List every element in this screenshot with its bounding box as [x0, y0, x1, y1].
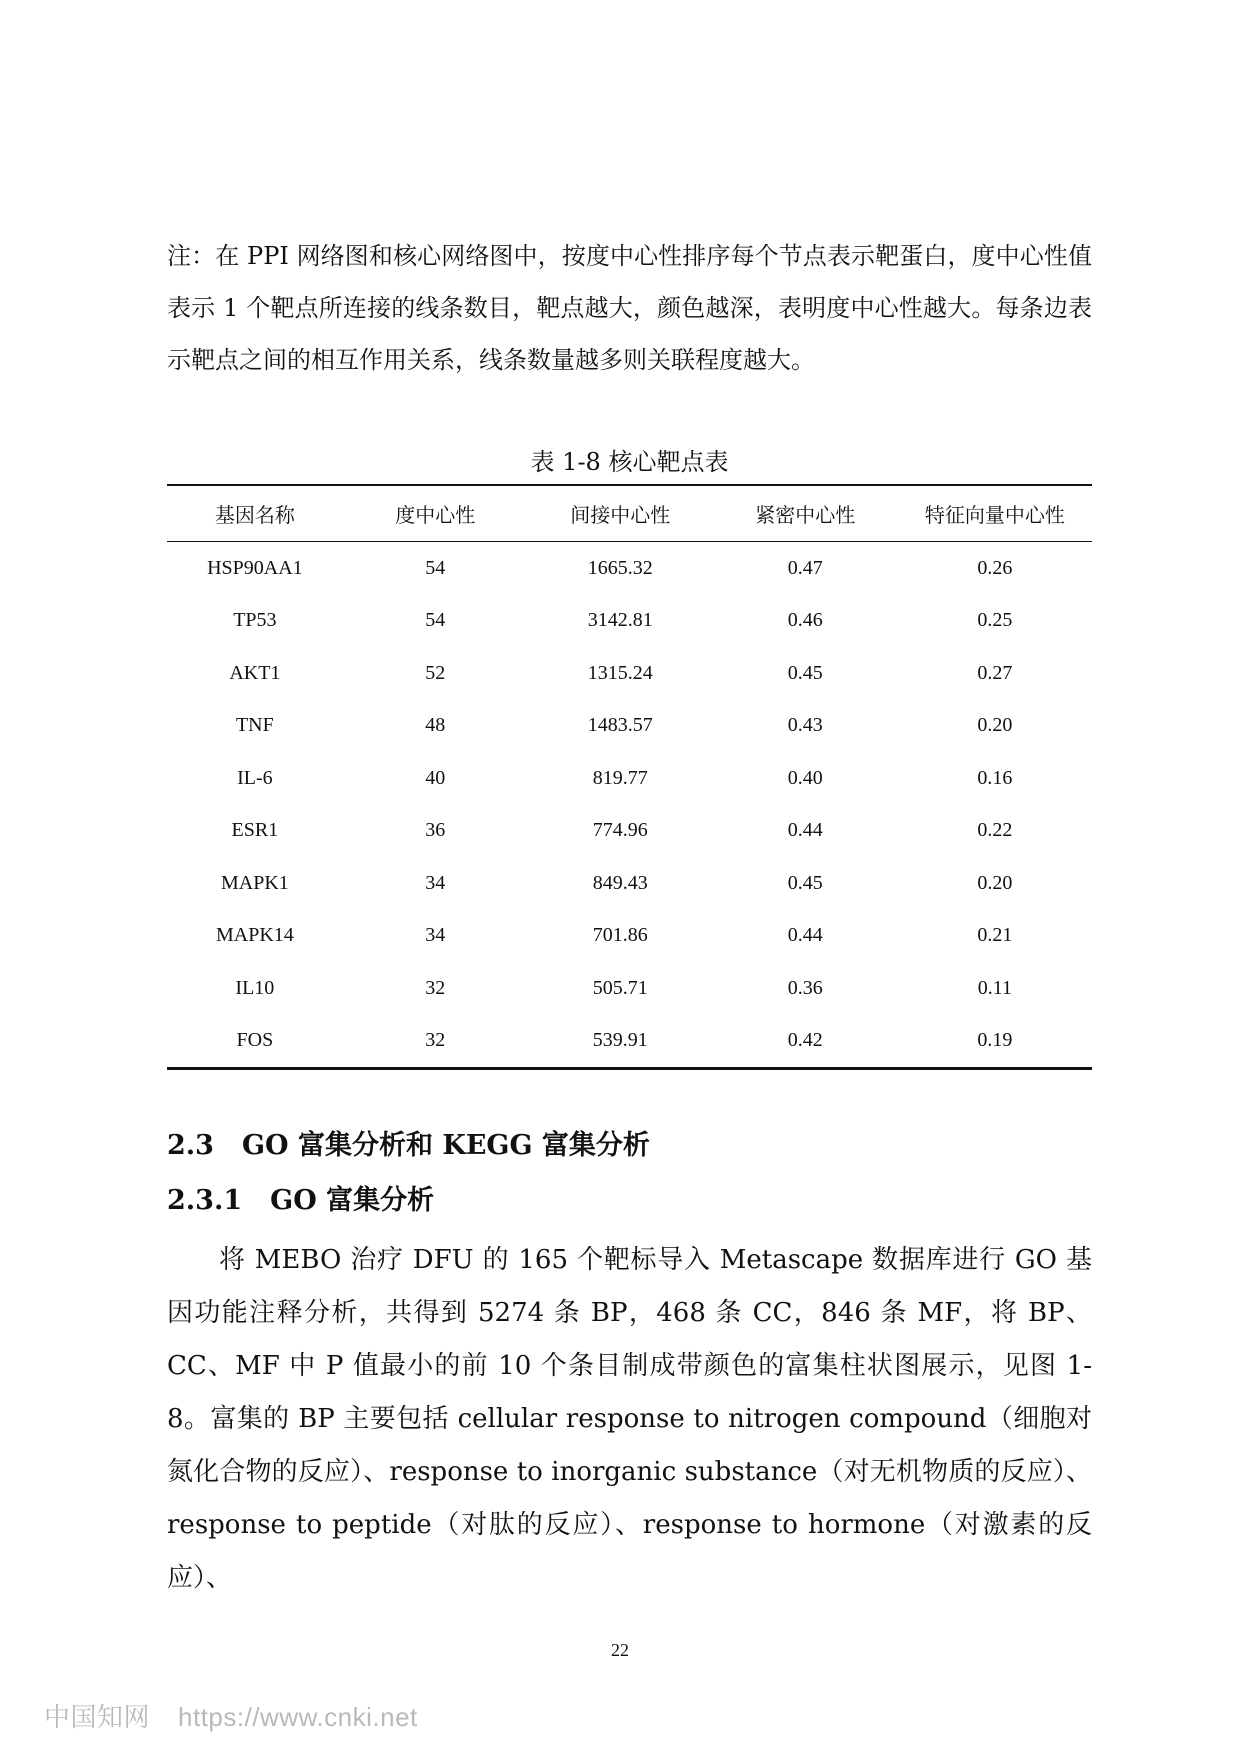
- subsection-heading: [167, 1183, 434, 1219]
- table-cell: 0.26: [977, 556, 1013, 579]
- table-cell: 0.20: [977, 871, 1013, 894]
- table-cell: 0.25: [977, 609, 1013, 632]
- table-cell: 774.96: [592, 819, 648, 842]
- table-cell: 1315.24: [587, 661, 653, 684]
- table-cell: 54: [425, 556, 446, 579]
- table-cell: 1665.32: [587, 556, 653, 579]
- table-cell: 0.20: [977, 714, 1013, 737]
- core-targets-table: [167, 484, 1092, 1070]
- table-cell: 701.86: [592, 924, 648, 947]
- header-eigenvector: 特征向量中心性: [924, 503, 1065, 527]
- table-cell: 0.21: [977, 924, 1013, 947]
- table-cell: 0.47: [787, 556, 823, 579]
- table-cell: 0.42: [787, 1029, 823, 1052]
- watermark-brand: 中国知网: [44, 1703, 151, 1733]
- table-row: [167, 910, 1092, 963]
- table-cell: 539.91: [592, 1029, 648, 1052]
- subsection-title: GO 富集分析: [270, 1185, 435, 1216]
- table-row: [167, 805, 1092, 858]
- table-cell: 32: [425, 1029, 446, 1052]
- table-cell: ESR1: [231, 819, 279, 842]
- table-cell: 0.40: [787, 766, 823, 789]
- table-header-row: [167, 485, 1092, 542]
- table-cell: 32: [425, 976, 446, 999]
- table-cell: 505.71: [592, 976, 648, 999]
- table-cell: 0.43: [787, 714, 823, 737]
- table-cell: 819.77: [592, 766, 648, 789]
- table-row: [167, 700, 1092, 753]
- table-cell: 48: [425, 714, 446, 737]
- table-row: [167, 857, 1092, 910]
- table-cell: IL-6: [237, 766, 273, 789]
- table-cell: 0.46: [787, 609, 823, 632]
- table-cell: 52: [425, 661, 446, 684]
- cnki-watermark: [44, 1697, 418, 1734]
- header-degree: 度中心性: [395, 503, 476, 527]
- table-row: [167, 647, 1092, 700]
- table-cell: 0.27: [977, 661, 1013, 684]
- table-cell: 0.19: [977, 1029, 1013, 1052]
- table-row: [167, 752, 1092, 805]
- body-paragraph: 将 MEBO 治疗 DFU 的 165 个靶标导入 Metascape 数据库进行 GO 基因功能注释分析，共得到 5274 条 BP，468 条 CC，846 条 MF，将 BP、CC、MF 中 P 值最小的前 10 个条目制成带颜色的富集柱状图展示，见图 1-8。富集的 BP 主要包括 cellular response to nitrogen compound（细胞对氮化合物的反应）、response to inorganic substance（对无机物质的反应）、response to peptide（对肽的反应）、response to hormone（对激素的反应）、: [167, 1245, 1092, 1593]
- table-cell: 849.43: [592, 871, 648, 894]
- table-cell: 34: [425, 871, 446, 894]
- table-note: 注：在 PPI 网络图和核心网络图中，按度中心性排序每个节点表示靶蛋白，度中心性值表示 1 个靶点所连接的线条数目，靶点越大，颜色越深，表明度中心性越大。每条边表示靶点之间的相互作用关系，线条数量越多则关联程度越大。: [167, 242, 1092, 374]
- section-number: 2.3: [167, 1130, 214, 1161]
- table-cell: 36: [425, 819, 446, 842]
- section-title: GO 富集分析和 KEGG 富集分析: [241, 1130, 650, 1161]
- table-row: [167, 595, 1092, 648]
- subsection-number: 2.3.1: [167, 1185, 243, 1216]
- table-cell: 0.44: [787, 819, 823, 842]
- table-cell: 1483.57: [587, 714, 653, 737]
- table-cell: 0.11: [977, 976, 1012, 999]
- table-cell: 0.45: [787, 871, 823, 894]
- table-cell: FOS: [236, 1029, 274, 1052]
- header-gene-name: 基因名称: [214, 503, 295, 527]
- table-row: [167, 1015, 1092, 1069]
- table-cell: 40: [425, 766, 446, 789]
- table-row: [167, 542, 1092, 595]
- table-row: [167, 962, 1092, 1015]
- section-heading: [167, 1128, 650, 1164]
- table-cell: 0.44: [787, 924, 823, 947]
- table-cell: TP53: [233, 609, 277, 632]
- table-cell: 3142.81: [587, 609, 653, 632]
- table-cell: 0.16: [977, 766, 1013, 789]
- page-number: 22: [611, 1640, 629, 1660]
- table-caption: 表 1-8 核心靶点表: [530, 448, 729, 476]
- table-cell: AKT1: [229, 661, 281, 684]
- header-closeness: 紧密中心性: [755, 503, 856, 527]
- table-body: [167, 542, 1092, 1069]
- header-betweenness: 间接中心性: [570, 503, 671, 527]
- table-cell: 0.22: [977, 819, 1013, 842]
- table-cell: MAPK14: [215, 924, 294, 947]
- table-cell: 34: [425, 924, 446, 947]
- table-cell: TNF: [235, 714, 274, 737]
- table-cell: IL10: [235, 976, 275, 999]
- table-cell: 0.45: [787, 661, 823, 684]
- watermark-url: https://www.cnki.net: [178, 1702, 418, 1732]
- table-cell: MAPK1: [220, 871, 289, 894]
- table-cell: 0.36: [787, 976, 823, 999]
- table-cell: 54: [425, 609, 446, 632]
- table-cell: HSP90AA1: [207, 556, 303, 579]
